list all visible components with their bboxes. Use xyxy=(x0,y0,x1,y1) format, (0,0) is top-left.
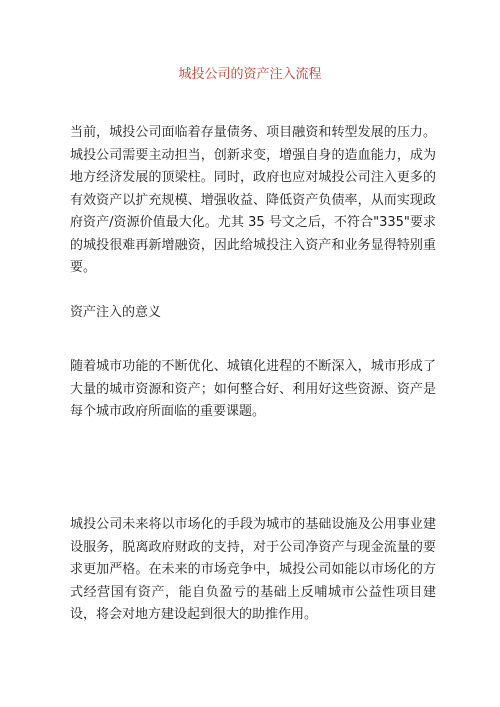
document-title: 城投公司的资产注入流程 xyxy=(178,67,322,82)
paragraph-intro: 当前，城投公司面临着存量债务、项目融资和转型发展的压力。城投公司需要主动担当，创新求变，增强自身的造血能力，成为地方经济发展的顶梁柱。同时，政府也应对城投公司注入更多的有效资产以扩充规模、增强收益、降低资产负债率，从而实现政府资产/资源价值最大化。尤其 35 号文之后，不符合"335"要求的城投很难再新增融资，因此给城投注入资产和业务显得特别重要。 xyxy=(70,125,436,275)
section-heading: 资产注入的意义 xyxy=(70,305,162,320)
paragraph-significance: 随着城市功能的不断优化、城镇化进程的不断深入，城市形成了大量的城市资源和资产；如何整合好、利用好这些资源、资产是每个城市政府所面临的重要课题。 xyxy=(70,359,436,419)
paragraph-future: 城投公司未来将以市场化的手段为城市的基础设施及公用事业建设服务，脱离政府财政的支持，对于公司净资产与现金流量的要求更加严格。在未来的市场竞争中，城投公司如能以市场化的方式经营国有资产，能自负盈亏的基础上反哺城市公益性项目建设，将会对地方建设起到很大的助推作用。 xyxy=(70,517,436,622)
